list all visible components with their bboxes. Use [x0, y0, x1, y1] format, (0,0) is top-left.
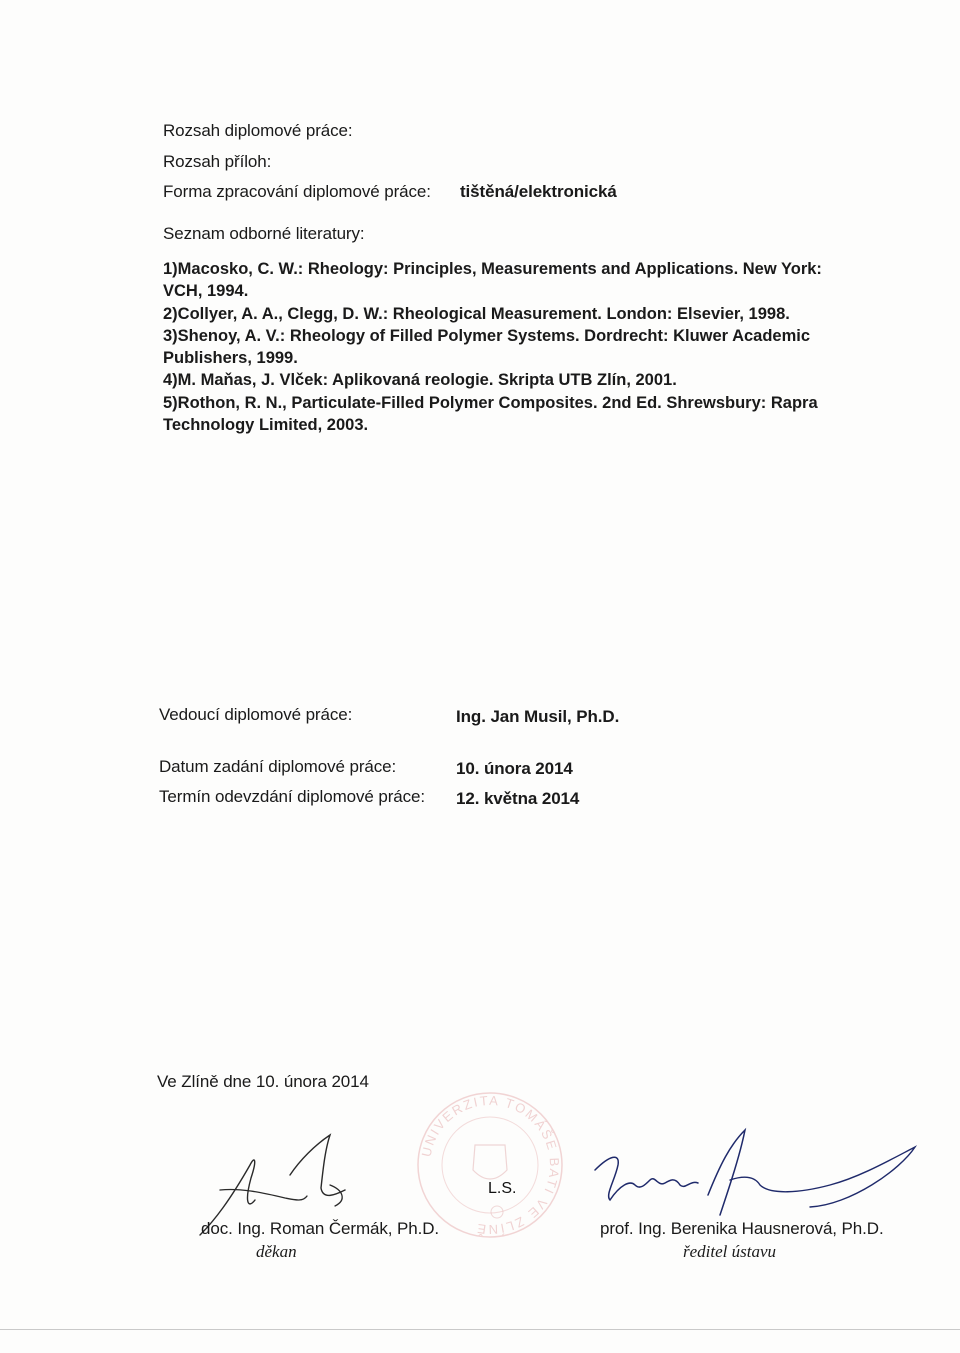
director-name: prof. Ing. Berenika Hausnerová, Ph.D.: [600, 1219, 884, 1238]
director-title: ředitel ústavu: [683, 1242, 777, 1261]
ls-mark: L.S.: [488, 1180, 517, 1197]
literature-line: 5)Rothon, R. N., Particulate-Filled Polymer Composites. 2nd Ed. Shrewsbury: Rapra: [163, 393, 818, 412]
value-date-assigned: 10. února 2014: [456, 759, 573, 778]
university-stamp: [415, 1090, 565, 1240]
label-date-due: Termín odevzdání diplomové práce:: [159, 787, 426, 806]
literature-heading: Seznam odborné literatury:: [163, 224, 365, 243]
literature-line: 4)M. Maňas, J. Vlček: Aplikovaná reologie. Skripta UTB Zlín, 2001.: [163, 371, 677, 390]
label-date-assigned: Datum zadání diplomové práce:: [159, 757, 397, 776]
value-date-due: 12. května 2014: [456, 789, 580, 808]
director-signature: [590, 1125, 920, 1225]
literature-line: VCH, 1994.: [163, 282, 249, 301]
literature-line: Technology Limited, 2003.: [163, 416, 369, 435]
place-date: Ve Zlíně dne 10. února 2014: [157, 1072, 369, 1091]
literature-line: Publishers, 1999.: [163, 349, 298, 368]
dean-name: doc. Ing. Roman Čermák, Ph.D.: [201, 1219, 440, 1238]
literature-list: [163, 258, 822, 436]
literature-line: 2)Collyer, A. A., Clegg, D. W.: Rheological Measurement. London: Elsevier, 1998.: [163, 304, 790, 323]
label-rozsah-priloh: Rozsah příloh:: [163, 152, 272, 171]
dean-title: děkan: [256, 1242, 297, 1261]
scan-edge-line: [0, 1329, 960, 1330]
value-forma: tištěná/elektronická: [460, 182, 617, 201]
svg-text:UNIVERZITA TOMÁŠE BATI VE ZLÍN: UNIVERZITA TOMÁŠE BATI VE ZLÍNĚ: [418, 1092, 563, 1238]
label-rozsah-prace: Rozsah diplomové práce:: [163, 121, 353, 140]
value-supervisor: Ing. Jan Musil, Ph.D.: [456, 707, 620, 726]
literature-line: 3)Shenoy, A. V.: Rheology of Filled Polymer Systems. Dordrecht: Kluwer Academic: [163, 326, 811, 345]
literature-line: 1)Macosko, C. W.: Rheology: Principles, Measurements and Applications. New York:: [163, 260, 822, 278]
label-supervisor: Vedoucí diplomové práce:: [159, 705, 353, 724]
label-forma: Forma zpracování diplomové práce:: [163, 182, 431, 201]
